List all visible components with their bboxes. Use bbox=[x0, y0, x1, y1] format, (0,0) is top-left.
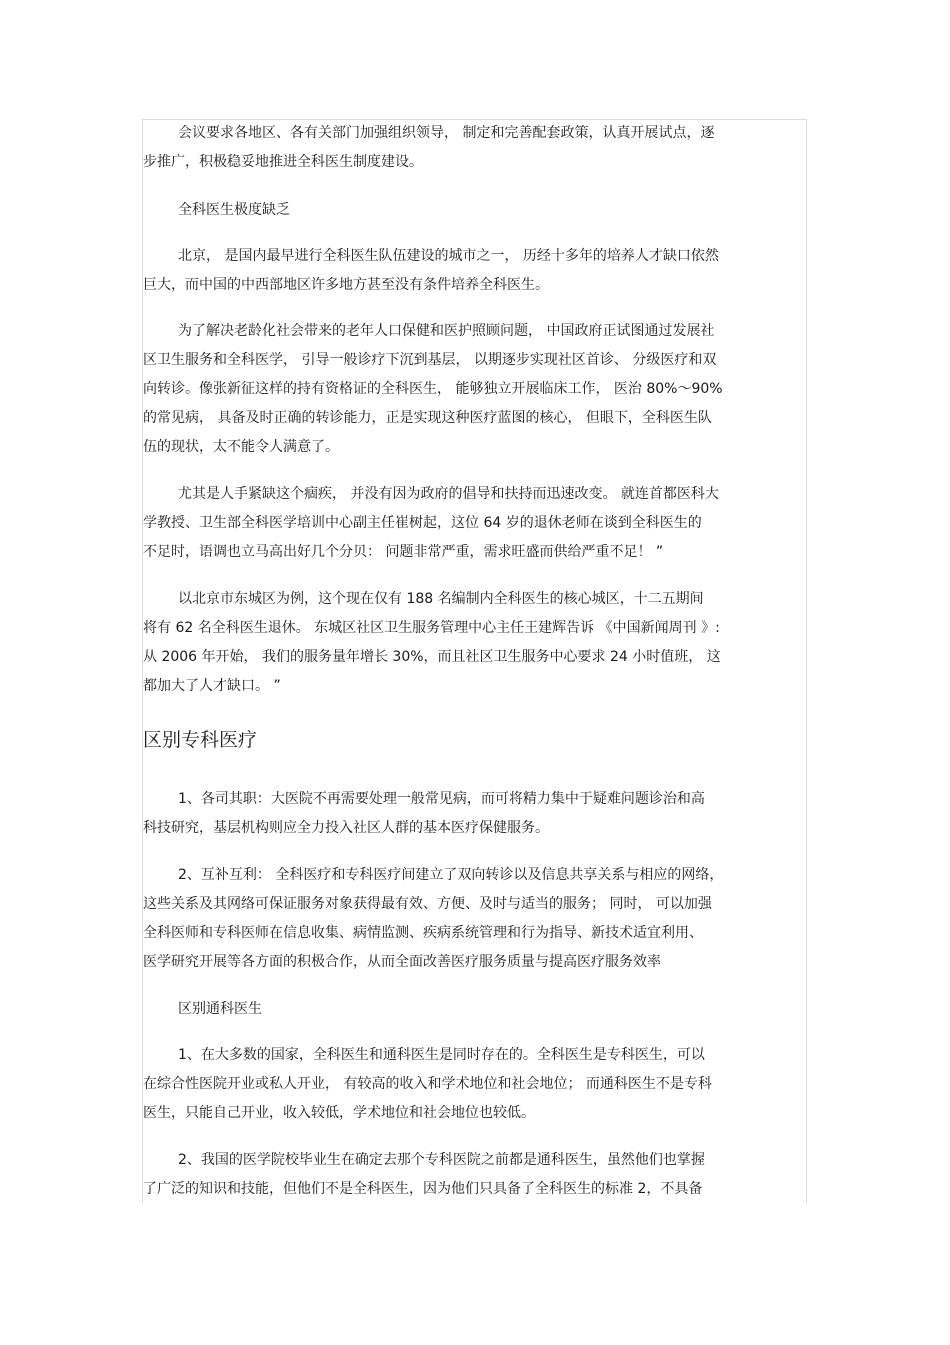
text-line: 向转诊。像张新征这样的持有资格证的全科医生， 能够独立开展临床工作， 医治 80%～90% bbox=[143, 381, 723, 397]
text-line: 将有 62 名全科医生退休。 东城区社区卫生服务管理中心主任王建辉告诉 《中国新闻周刊 》: bbox=[143, 620, 720, 636]
text-line: 步推广，积极稳妥地推进全科医生制度建设。 bbox=[143, 154, 423, 170]
text-line: 学教授、卫生部全科医学培训中心副主任崔树起，这位 64 岁的退休老师在谈到全科医生的 bbox=[143, 515, 702, 531]
section-subtitle: 区别通科医生 bbox=[178, 1001, 262, 1017]
text-line: 1、在大多数的国家，全科医生和通科医生是同时存在的。全科医生是专科医生，可以 bbox=[178, 1047, 705, 1063]
text-line: 尤其是人手紧缺这个痼疾， 并没有因为政府的倡导和扶持而迅速改变。 就连首都医科大 bbox=[178, 486, 719, 502]
text-line: 1、各司其职：大医院不再需要处理一般常见病，而可将精力集中于疑难问题诊治和高 bbox=[178, 791, 705, 807]
section-subtitle: 全科医生极度缺乏 bbox=[178, 202, 290, 218]
text-line: 在综合性医院开业或私人开业， 有较高的收入和学术地位和社会地位； 而通科医生不是专科 bbox=[143, 1076, 712, 1092]
text-line: 了广泛的知识和技能，但他们不是全科医生，因为他们只具备了全科医生的标准 2，不具备 bbox=[143, 1181, 703, 1197]
text-line: 为了解决老龄化社会带来的老年人口保健和医护照顾问题， 中国政府正试图通过发展社 bbox=[178, 323, 715, 339]
text-line: 2、互补互利： 全科医疗和专科医疗间建立了双向转诊以及信息共享关系与相应的网络， bbox=[178, 867, 724, 883]
section-heading: 区别专科医疗 bbox=[143, 729, 258, 751]
text-line: 全科医师和专科医师在信息收集、病情监测、疾病系统管理和行为指导、新技术适宜利用、 bbox=[143, 925, 703, 941]
text-line: 不足时，语调也立马高出好几个分贝： 问题非常严重，需求旺盛而供给严重不足！ ” bbox=[143, 544, 664, 560]
text-line: 北京， 是国内最早进行全科医生队伍建设的城市之一， 历经十多年的培养人才缺口依然 bbox=[178, 248, 719, 264]
text-line: 2、我国的医学院校毕业生在确定去那个专科医院之前都是通科医生，虽然他们也掌握 bbox=[178, 1152, 705, 1168]
text-line: 医学研究开展等各方面的积极合作，从而全面改善医疗服务质量与提高医疗服务效率 bbox=[143, 954, 661, 970]
text-line: 会议要求各地区、各有关部门加强组织领导， 制定和完善配套政策，认真开展试点，逐 bbox=[178, 125, 715, 141]
text-line: 以北京市东城区为例，这个现在仅有 188 名编制内全科医生的核心城区，十二五期间 bbox=[178, 591, 704, 607]
text-line: 从 2006 年开始， 我们的服务量年增长 30%，而且社区卫生服务中心要求 24 小时值班， 这 bbox=[143, 649, 721, 665]
text-line: 区卫生服务和全科医学， 引导一般诊疗下沉到基层， 以期逐步实现社区首诊、 分级医疗和双 bbox=[143, 352, 717, 368]
text-line: 都加大了人才缺口。 ” bbox=[143, 678, 281, 694]
text-line: 科技研究，基层机构则应全力投入社区人群的基本医疗保健服务。 bbox=[143, 820, 549, 836]
text-line: 这些关系及其网络可保证服务对象获得最有效、方便、及时与适当的服务； 同时， 可以加强 bbox=[143, 896, 712, 912]
text-line: 巨大，而中国的中西部地区许多地方甚至没有条件培养全科医生。 bbox=[143, 277, 549, 293]
text-line: 伍的现状，太不能令人满意了。 bbox=[143, 439, 339, 455]
text-line: 的常见病， 具备及时正确的转诊能力，正是实现这种医疗蓝图的核心， 但眼下，全科医生队 bbox=[143, 410, 712, 426]
text-line: 医生，只能自己开业，收入较低，学术地位和社会地位也较低。 bbox=[143, 1105, 535, 1121]
